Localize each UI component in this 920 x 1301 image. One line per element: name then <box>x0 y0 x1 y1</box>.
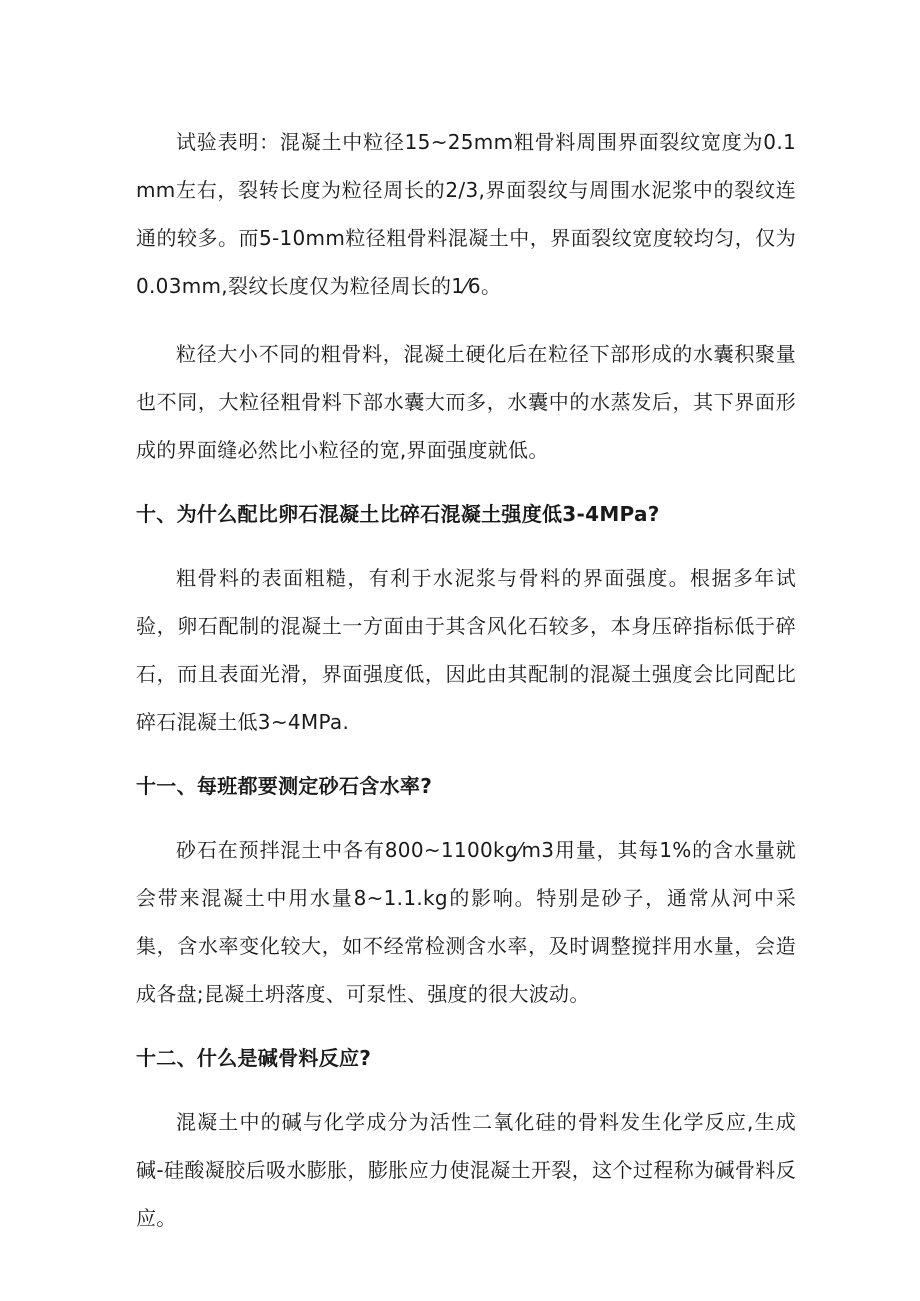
paragraph-test-results: 试验表明：混凝土中粒径15~25mm粗骨料周围界面裂纹宽度为0.1mm左右，裂转长度为粒径周长的2/3,界面裂纹与周围水泥浆中的裂纹连通的较多。而5-10mm粒径粗骨料混凝土中，界面裂纹宽度较均匀，仅为0.03mm,裂纹长度仅为粒径周长的1⁄6。 <box>136 130 796 298</box>
document-body <box>136 118 796 1262</box>
paragraph-aggregate-size: 粒径大小不同的粗骨料，混凝土硬化后在粒径下部形成的水囊积聚量也不同，大粒径粗骨料下部水囊大而多，水囊中的水蒸发后，其下界面形成的界面缝必然比小粒径的宽,界面强度就低。 <box>136 342 796 462</box>
paragraph-pebble-vs-crushed: 粗骨料的表面粗糙，有利于水泥浆与骨料的界面强度。根据多年试验，卵石配制的混凝土一方面由于其含风化石较多，本身压碎指标低于碎石，而且表面光滑，界面强度低，因此由其配制的混凝土强度会比同配比碎石混凝土低3~4MPa. <box>136 566 796 734</box>
section-heading-11: 十一、每班都要测定砂石含水率? <box>136 774 433 798</box>
section-heading-12: 十二、什么是碱骨料反应? <box>136 1046 372 1070</box>
paragraph-moisture-content: 砂石在预拌混土中各有800~1100kg⁄m3用量，其每1%的含水量就会带来混凝土中用水量8~1.1.kg的影响。特别是砂子，通常从河中采集，含水率变化较大，如不经常检测含水率，及时调整搅拌用水量，会造成各盘;昆凝土坍落度、可泵性、强度的很大波动。 <box>136 838 796 1006</box>
paragraph-alkali-aggregate: 混凝土中的碱与化学成分为活性二氧化硅的骨料发生化学反应,生成碱-硅酸凝胶后吸水膨胀，膨胀应力使混凝土开裂，这个过程称为碱骨料反应。 <box>136 1110 796 1230</box>
section-heading-10: 十、为什么配比卵石混凝土比碎石混凝土强度低3-4MPa? <box>136 502 660 526</box>
